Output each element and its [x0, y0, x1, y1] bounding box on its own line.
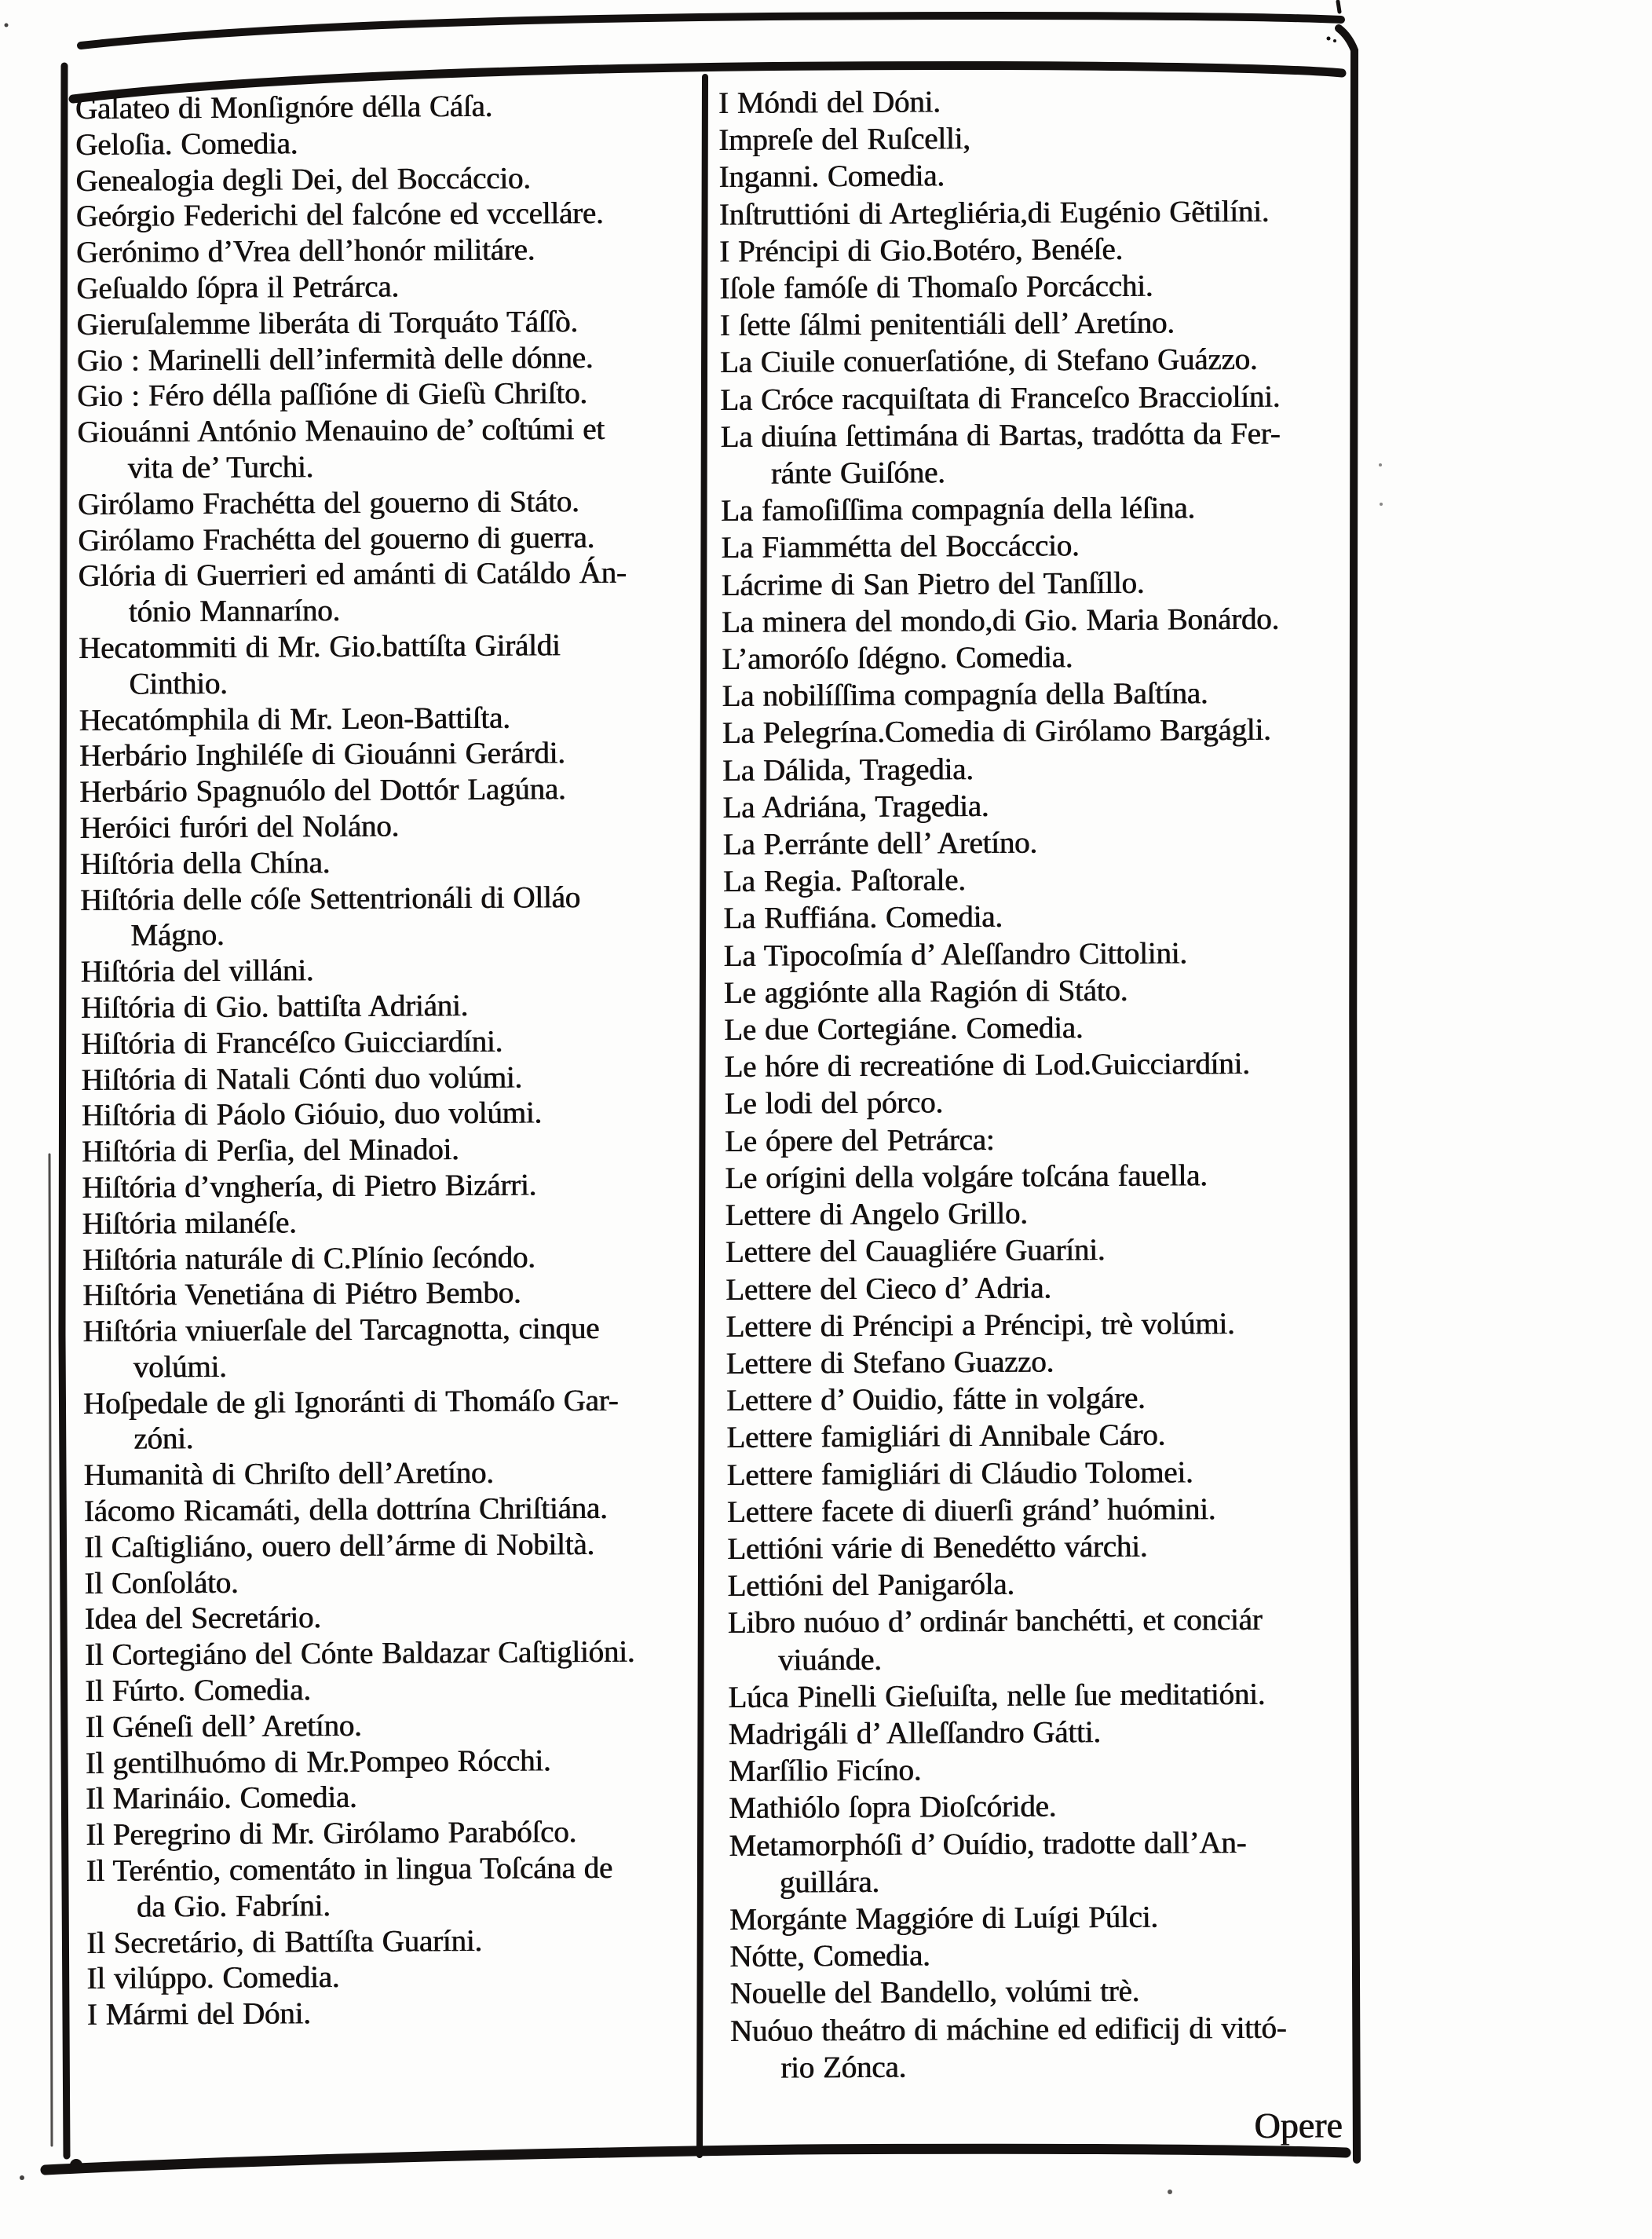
book-entry-line: Mágno.	[130, 918, 225, 953]
book-entry-line: Impreſe del Ruſcelli,	[718, 122, 970, 158]
book-entry-line: Lettere di Stefano Guazzo.	[725, 1344, 1054, 1381]
book-entry-line: Iſole famóſe di Thomaſo Porcácchi.	[719, 269, 1153, 306]
frame-border-left	[61, 66, 67, 2156]
book-entry-line: La Regia. Paſtorale.	[723, 863, 967, 899]
book-entry-line: La diuína ſettimána di Bartas, tradótta da Fer-	[720, 416, 1281, 454]
book-entry-line: Glória di Guerrieri ed amánti di Catáldo Án-	[78, 556, 627, 594]
book-entry-line: Hiſtória di Perſia, del Minadoi.	[82, 1132, 459, 1169]
book-entry-line: La Ruffiána. Comedia.	[723, 900, 1003, 936]
book-entry-line: Geórgio Federichi del falcóne ed vccelláre.	[75, 196, 604, 234]
book-entry-line: La Tipocoſmía d’ Aleſſandro Cittolini.	[723, 936, 1188, 973]
book-entry-line: La Adriána, Tragedia.	[722, 788, 989, 825]
book-entry-line: Mathiólo ſopra Dioſcóride.	[729, 1789, 1057, 1826]
book-entry-line: Lácrime di San Pietro del Tanſíllo.	[721, 565, 1145, 602]
book-entry-line: Hiſtória naturále di C.Plínio ſecóndo.	[82, 1239, 536, 1277]
book-entry-line: Girólamo Frachétta del gouerno di Státo.	[78, 484, 579, 521]
book-entry-line: Gio : Féro délla paſſióne di Gieſù Chriſto.	[77, 376, 588, 414]
book-entry-line: Hiſtória di Páolo Gióuio, duo volúmi.	[81, 1096, 543, 1133]
book-entry-line: Madrigáli d’ Alleſſandro Gátti.	[728, 1715, 1102, 1751]
book-entry-line: Heróici furóri del Noláno.	[79, 809, 400, 845]
book-entry-line: Lettere di Préncipi a Préncipi, trè volúmi.	[725, 1306, 1235, 1344]
book-entry-line: La minera del mondo,di Gio. Maria Bonárdo.	[722, 602, 1280, 639]
top-right-tick	[1338, 2, 1340, 12]
book-entry-line: Geloſia. Comedia.	[75, 126, 298, 162]
book-entry-line: Nouelle del Bandello, volúmi trè.	[729, 1974, 1140, 2011]
book-entry-line: La Dálida, Tragedia.	[722, 752, 974, 788]
book-entry-line: da Gio. Fabríni.	[136, 1888, 331, 1924]
book-entry-line: Lettere d’ Ouidio, fátte in volgáre.	[726, 1381, 1146, 1418]
book-entry-line: Il Fúrto. Comedia.	[85, 1673, 312, 1709]
book-entry-line: Hiſtória della Chína.	[79, 845, 331, 881]
book-entry-line: tónio Mannaríno.	[128, 594, 341, 629]
book-entry-line: Hiſtória Venetiána di Piétro Bembo.	[82, 1275, 521, 1313]
book-entry-line: La nobilíſſima compagnía della Baſtína.	[722, 676, 1208, 714]
book-entry-line: Herbário Inghiléſe di Giouánni Gerárdi.	[79, 736, 566, 774]
top-rule-outer	[81, 16, 1341, 46]
right-column	[718, 81, 1359, 2087]
book-entry-line: ránte Guiſóne.	[770, 455, 945, 491]
book-entry-line: Lettere del Cieco d’ Adria.	[725, 1270, 1052, 1307]
book-entry-line: Hiſtória di Gio. battiſta Adriáni.	[80, 988, 469, 1025]
left-column	[75, 87, 709, 2033]
book-entry-line: Il Conſoláto.	[84, 1565, 239, 1601]
book-entry-line: I Móndi del Dóni.	[718, 85, 941, 120]
book-entry-line: La P.erránte dell’ Aretíno.	[722, 825, 1038, 862]
book-entry-line: Il Marináio. Comedia.	[86, 1780, 357, 1816]
frame-border-bottom	[46, 2149, 1346, 2170]
book-entry-line: Nótte, Comedia.	[729, 1938, 930, 1974]
book-entry-line: Hiſtória del villáni.	[80, 953, 314, 990]
book-entry-line: Il Peregrino di Mr. Girólamo Parabóſco.	[86, 1815, 577, 1853]
book-entry-line: Il gentilhuómo di Mr.Pompeo Rócchi.	[85, 1743, 551, 1780]
book-entry-line: Iácomo Ricamáti, della dottrína Chriſtiána.	[83, 1491, 608, 1529]
book-entry-line: Le aggiónte alla Ragión di Státo.	[723, 973, 1128, 1010]
book-entry-line: Gio : Marinelli dell’infermità delle dónne.	[76, 340, 594, 378]
book-entry-line: Geſualdo ſópra il Petrárca.	[76, 269, 400, 305]
book-entry-line: Le orígini della volgáre toſcána fauella.	[725, 1158, 1208, 1195]
book-entry-line: L’amoróſo ſdégno. Comedia.	[722, 640, 1073, 677]
book-entry-line: Genealogia degli Dei, del Boccáccio.	[75, 161, 532, 198]
book-entry-line: I ſette ſálmi penitentiáli dell’ Aretíno.	[719, 305, 1175, 343]
book-entry-line: Hoſpedale de gli Ignoránti di Thomáſo Gar-	[83, 1383, 619, 1421]
book-entry-line: Hecatommiti di Mr. Gio.battíſta Giráldi	[79, 628, 561, 665]
book-entry-line: Nuóuo theátro di máchine ed edificij di vittó-	[730, 2010, 1287, 2048]
book-entry-line: viuánde.	[778, 1642, 882, 1677]
book-entry-line: Gieruſalemme liberáta di Torquáto Táſſò.	[76, 304, 579, 342]
book-entry-line: Lúca Pinelli Gieſuiſta, nelle ſue meditatióni.	[728, 1677, 1266, 1714]
book-entry-line: Il vilúppo. Comedia.	[86, 1960, 340, 1996]
book-entry-line: Giouánni António Menauino de’ coſtúmi et	[77, 412, 605, 450]
book-entry-line: Humanità di Chriſto dell’Aretíno.	[83, 1456, 495, 1493]
catchword: Opere	[1254, 2105, 1343, 2146]
book-entry-line: Hiſtória d’vnghería, di Pietro Bizárri.	[82, 1168, 537, 1205]
book-entry-line: La Cróce racquiſtata di Franceſco Bracciolíni.	[720, 379, 1281, 417]
book-entry-line: Hiſtória milanéſe.	[82, 1205, 297, 1241]
book-entry-line: vita de’ Turchi.	[127, 450, 314, 485]
book-entry-line: La Fiammétta del Boccáccio.	[721, 529, 1080, 565]
book-entry-line: guillára.	[779, 1864, 880, 1900]
book-entry-line: Lettióni várie di Benedétto várchi.	[727, 1529, 1148, 1566]
book-entry-line: zóni.	[133, 1421, 194, 1457]
book-entry-line: La Ciuile conuerſatióne, di Stefano Guázzo.	[720, 342, 1258, 380]
book-entry-line: Il Géneſi dell’ Aretíno.	[85, 1708, 362, 1744]
book-entry-line: rio Zónca.	[780, 2050, 907, 2085]
book-entry-line: Inſtruttióni di Artegliéria,di Eugénio Gẽtilíni.	[718, 194, 1270, 232]
book-entry-line: Hiſtória vniuerſale del Tarcagnotta, cinque	[82, 1312, 600, 1349]
book-entry-line: Il Cortegiáno del Cónte Baldazar Caſtiglióni.	[85, 1634, 635, 1673]
book-entry-line: La famoſiſſima compagnía della léſina.	[721, 491, 1196, 529]
book-entry-line: Marſílio Ficíno.	[728, 1753, 922, 1789]
book-entry-line: La Pelegrína.Comedia di Girólamo Bargágli.	[722, 713, 1271, 751]
book-entry-line: Hiſtória di Natali Cónti duo volúmi.	[81, 1060, 523, 1097]
book-entry-line: Le due Cortegiáne. Comedia.	[724, 1011, 1084, 1048]
book-entry-line: Lettere famigliári di Annibale Cáro.	[726, 1418, 1166, 1455]
book-entry-line: Le hóre di recreatióne di Lod.Guicciardíni.	[724, 1047, 1250, 1085]
book-entry-line: Il Teréntio, comentáto in lingua Toſcána de	[86, 1850, 613, 1889]
book-entry-line: Hecatómphila di Mr. Leon-Battiſta.	[79, 701, 510, 737]
book-entry-line: I Préncipi di Gio.Botéro, Benéſe.	[719, 232, 1124, 269]
book-entry-line: volúmi.	[133, 1349, 227, 1385]
book-entry-line: Hiſtória di Francéſco Guicciardíni.	[81, 1024, 503, 1061]
book-entry-line: Galateo di Monſignóre délla Cáſa.	[75, 89, 493, 126]
book-entry-line: Lettere del Cauagliére Guaríni.	[725, 1233, 1106, 1270]
book-entry-line: Metamorphóſi d’ Ouídio, tradotte dall’An-	[729, 1825, 1247, 1863]
book-entry-line: Gerónimo d’Vrea dell’honór militáre.	[76, 232, 535, 270]
book-entry-line: Le lodi del pórco.	[724, 1085, 944, 1121]
frame-border-left-thin	[49, 1154, 52, 2146]
book-entry-line: Libro nuóuo d’ ordinár banchétti, et conciár	[727, 1603, 1263, 1641]
book-entry-line: Girólamo Frachétta del gouerno di guerra.	[78, 520, 595, 558]
book-entry-line: Inganni. Comedia.	[718, 159, 945, 195]
book-entry-line: Lettere famigliári di Cláudio Tolomei.	[726, 1454, 1193, 1492]
book-entry-line: Lettere facete di diuerſi gránd’ huómini.	[726, 1491, 1216, 1529]
book-entry-line: Il Secretário, di Battíſta Guaríni.	[86, 1923, 483, 1960]
book-entry-line: Lettere di Angelo Grillo.	[725, 1196, 1028, 1233]
book-entry-line: Morgánte Maggióre di Luígi Púlci.	[729, 1900, 1159, 1937]
book-entry-line: Le ópere del Petrárca:	[725, 1122, 995, 1158]
book-entry-line: Il Caſtigliáno, ouero dell’árme di Nobiltà.	[84, 1527, 595, 1564]
book-entry-line: Hiſtória delle cóſe Settentrionáli di Olláo	[80, 880, 581, 917]
book-entry-line: Herbário Spagnuólo del Dottór Lagúna.	[79, 772, 566, 810]
book-entry-line: Idea del Secretário.	[84, 1601, 322, 1637]
book-entry-line: Lettióni del Panigaróla.	[727, 1567, 1015, 1604]
book-entry-line: I Mármi del Dóni.	[86, 1996, 311, 2032]
book-entry-line: Cinthio.	[129, 666, 228, 701]
